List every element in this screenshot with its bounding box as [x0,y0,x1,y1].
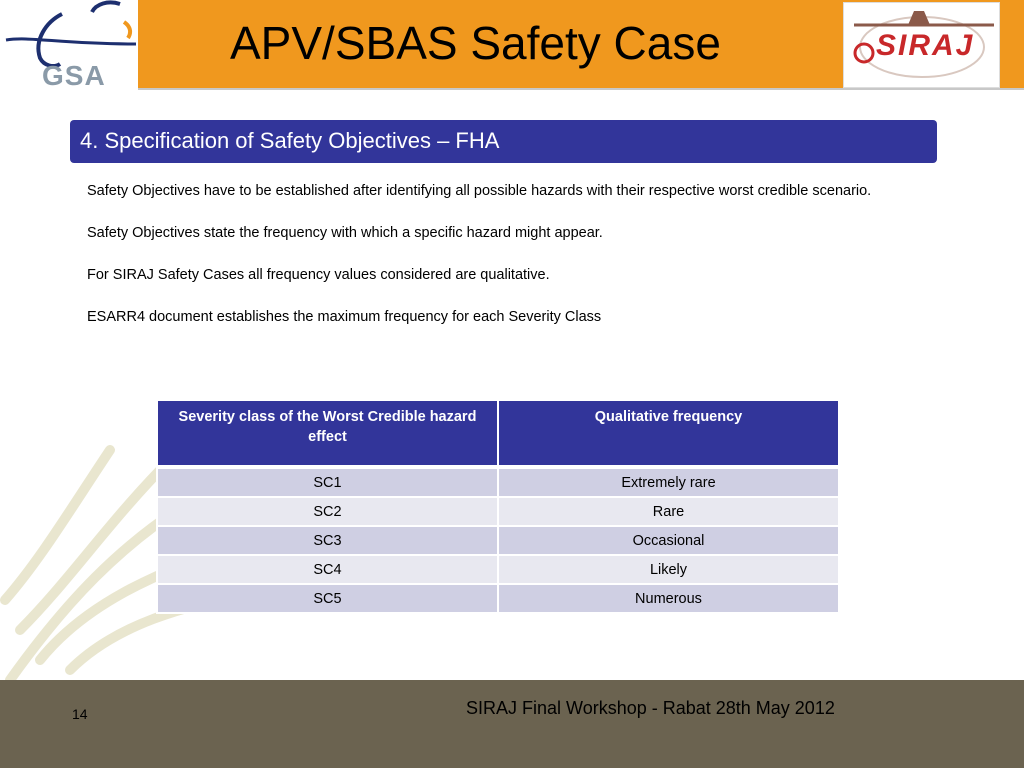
section-header-bar [70,120,937,163]
paragraph: Safety Objectives state the frequency with which a specific hazard might appear. [87,225,603,241]
table-header-row [157,400,839,467]
siraj-logo [843,2,1000,88]
slide-title: APV/SBAS Safety Case [230,17,721,69]
table-row [157,467,839,497]
slide-footer [0,680,1024,768]
frequency-cell: Rare [498,497,839,526]
section-title: 4. Specification of Safety Objectives – FHA [80,128,500,153]
table-row [157,584,839,613]
severity-cell: SC2 [157,497,498,526]
severity-cell: SC5 [157,584,498,613]
severity-cell: SC4 [157,555,498,584]
slide-header [0,0,1024,92]
paragraph: ESARR4 document establishes the maximum frequency for each Severity Class [87,309,602,325]
siraj-logo-text: SIRAJ [876,29,975,62]
severity-frequency-table [156,399,840,614]
table-row [157,555,839,584]
table-row [157,497,839,526]
gsa-logo-text: GSA [42,60,106,91]
frequency-cell: Occasional [498,526,839,555]
gsa-logo [0,0,138,92]
page-number: 14 [72,706,88,722]
paragraph: Safety Objectives have to be established after identifying all possible hazards with their respective worst credible scenario. [87,183,872,199]
paragraph: For SIRAJ Safety Cases all frequency values considered are qualitative. [87,267,550,283]
footer-text: SIRAJ Final Workshop - Rabat 28th May 2012 [466,698,835,718]
body-text [87,181,887,349]
table-row [157,526,839,555]
column-header-frequency: Qualitative frequency [498,400,839,467]
severity-cell: SC3 [157,526,498,555]
column-header-severity: Severity class of the Worst Credible hazard effect [157,400,498,467]
severity-cell: SC1 [157,467,498,497]
frequency-cell: Extremely rare [498,467,839,497]
header-divider [138,88,1024,90]
frequency-cell: Likely [498,555,839,584]
frequency-cell: Numerous [498,584,839,613]
